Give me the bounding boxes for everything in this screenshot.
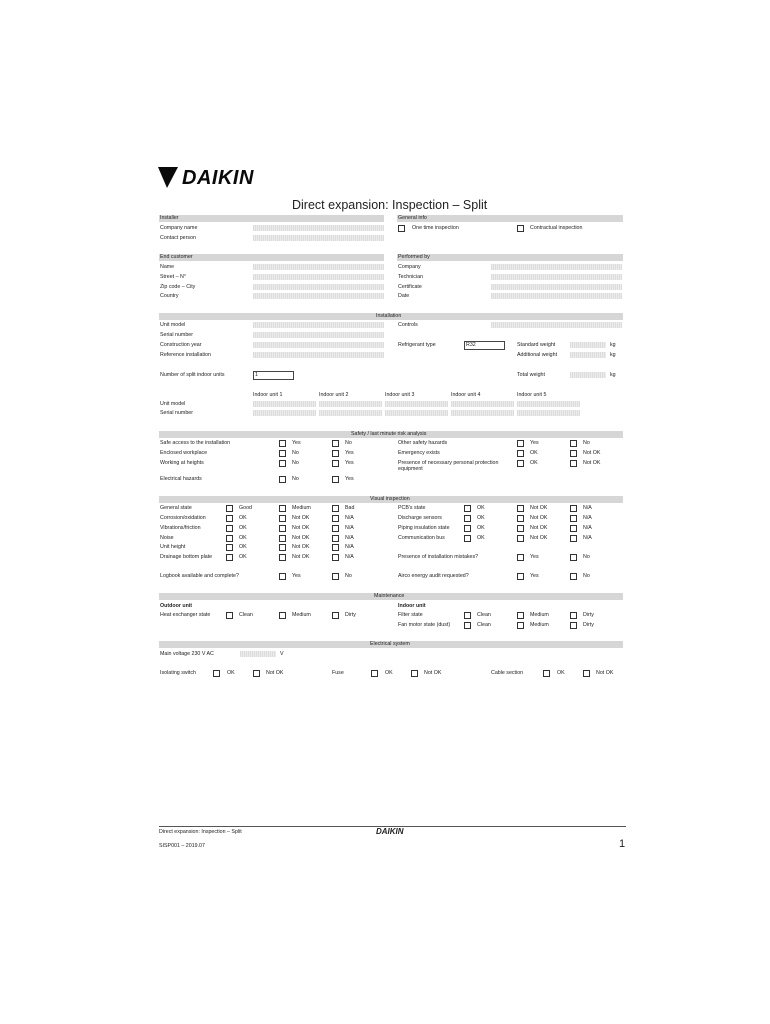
mistakes-b-checkbox[interactable] bbox=[570, 554, 577, 561]
safety-left-2-a-label: No bbox=[292, 460, 299, 466]
daikin-logo-text: DAIKIN bbox=[182, 167, 254, 189]
safety-right-0-b-checkbox[interactable] bbox=[570, 440, 577, 447]
safety-right-2-label2: equipment bbox=[398, 466, 423, 472]
maint-indoor-0-a-label: Clean bbox=[477, 612, 491, 618]
visual-left-3-b-label: Not OK bbox=[292, 535, 310, 541]
isolating-notok-label: Not OK bbox=[266, 670, 284, 676]
unit-model-field[interactable] bbox=[253, 322, 384, 328]
safety-left-0-b-checkbox[interactable] bbox=[332, 440, 339, 447]
country-label: Country bbox=[160, 293, 179, 299]
maint-indoor-0-label: Filter state bbox=[398, 612, 423, 618]
iu5-model-field[interactable] bbox=[517, 401, 580, 407]
visual-left-3-c-checkbox[interactable] bbox=[332, 535, 339, 542]
visual-right-2-c-label: N/A bbox=[583, 525, 592, 531]
additional-weight-label: Additional weight bbox=[517, 352, 558, 358]
reference-label: Reference installation bbox=[160, 352, 211, 358]
isolating-ok-checkbox[interactable] bbox=[213, 670, 220, 677]
name-label: Name bbox=[160, 264, 175, 270]
main-voltage-field[interactable] bbox=[240, 651, 276, 657]
technician-label: Technician bbox=[398, 274, 424, 280]
visual-left-4-label: Unit height bbox=[160, 544, 186, 550]
indoor-unit-4-label: Indoor unit 4 bbox=[451, 392, 481, 398]
maintenance-header-label: Maintenance bbox=[374, 593, 405, 599]
maint-indoor-0-c-checkbox[interactable] bbox=[570, 612, 577, 619]
installer-header-label: Installer bbox=[160, 215, 179, 221]
maint-indoor-1-c-checkbox[interactable] bbox=[570, 622, 577, 629]
one-time-label: One time inspection bbox=[412, 225, 459, 231]
visual-header-label: Visual inspection bbox=[370, 496, 410, 502]
maint-outdoor-0-a-label: Clean bbox=[239, 612, 253, 618]
visual-left-0-c-checkbox[interactable] bbox=[332, 505, 339, 512]
visual-left-4-a-label: OK bbox=[239, 544, 247, 550]
iu3-model-field[interactable] bbox=[385, 401, 448, 407]
safety-header bbox=[159, 431, 623, 438]
pb-company-label: Company bbox=[398, 264, 421, 270]
standard-weight-field[interactable] bbox=[570, 342, 606, 348]
logbook-a-checkbox[interactable] bbox=[279, 573, 286, 580]
visual-left-2-a-label: OK bbox=[239, 525, 247, 531]
visual-left-2-c-checkbox[interactable] bbox=[332, 525, 339, 532]
visual-right-3-a-checkbox[interactable] bbox=[464, 535, 471, 542]
visual-right-0-label: PCB's state bbox=[398, 505, 426, 511]
isolating-ok-label: OK bbox=[227, 670, 235, 676]
cable-ok-checkbox[interactable] bbox=[543, 670, 550, 677]
mistakes-a-checkbox[interactable] bbox=[517, 554, 524, 561]
fuse-label: Fuse bbox=[332, 670, 344, 676]
visual-right-2-a-label: OK bbox=[477, 525, 485, 531]
main-voltage-label: Main voltage 230 V AC bbox=[160, 651, 214, 657]
unit-model-label: Unit model bbox=[160, 322, 186, 328]
visual-right-3-c-label: N/A bbox=[583, 535, 592, 541]
maint-indoor-0-b-label: Medium bbox=[530, 612, 549, 618]
cable-ok-label: OK bbox=[557, 670, 565, 676]
isolating-notok-checkbox[interactable] bbox=[253, 670, 260, 677]
safety-right-1-a-label: OK bbox=[530, 450, 538, 456]
visual-right-3-c-checkbox[interactable] bbox=[570, 535, 577, 542]
visual-left-5-b-checkbox[interactable] bbox=[279, 554, 286, 561]
iu1-serial-field[interactable] bbox=[253, 410, 316, 416]
date-label: Date bbox=[398, 293, 410, 299]
visual-header bbox=[159, 496, 623, 503]
visual-left-0-label: General state bbox=[160, 505, 192, 511]
visual-right-3-label: Communication bus bbox=[398, 535, 445, 541]
visual-left-2-c-label: N/A bbox=[345, 525, 354, 531]
visual-right-0-b-checkbox[interactable] bbox=[517, 505, 524, 512]
visual-left-0-b-label: Medium bbox=[292, 505, 311, 511]
footer-doc-code: SISP001 – 2019.07 bbox=[159, 843, 205, 849]
total-weight-unit: kg bbox=[610, 372, 616, 378]
pb-company-field[interactable] bbox=[491, 264, 622, 270]
iu-serial-label: Serial number bbox=[160, 410, 193, 416]
visual-left-0-b-checkbox[interactable] bbox=[279, 505, 286, 512]
visual-right-2-c-checkbox[interactable] bbox=[570, 525, 577, 532]
logbook-a-label: Yes bbox=[292, 573, 301, 579]
maint-outdoor-0-b-label: Medium bbox=[292, 612, 311, 618]
visual-left-3-label: Noise bbox=[160, 535, 174, 541]
visual-left-5-c-label: N/A bbox=[345, 554, 354, 560]
voltage-unit: V bbox=[280, 651, 284, 657]
installation-header bbox=[159, 313, 623, 320]
zip-label: Zip code – City bbox=[160, 284, 196, 290]
maint-indoor-0-a-checkbox[interactable] bbox=[464, 612, 471, 619]
document-title: Direct expansion: Inspection – Split bbox=[292, 198, 488, 212]
fuse-ok-label: OK bbox=[385, 670, 393, 676]
contact-person-label: Contact person bbox=[160, 235, 196, 241]
end-customer-header-label: End customer bbox=[160, 254, 193, 260]
iu1-model-field[interactable] bbox=[253, 401, 316, 407]
outdoor-unit-heading: Outdoor unit bbox=[160, 603, 193, 609]
visual-left-0-c-label: Bad bbox=[345, 505, 355, 511]
visual-left-1-label: Corrosion/oxidation bbox=[160, 515, 206, 521]
general-info-header-label: General info bbox=[398, 215, 427, 221]
refrigerant-type-label: Refrigerant type bbox=[398, 342, 436, 348]
visual-left-3-a-checkbox[interactable] bbox=[226, 535, 233, 542]
safety-right-0-a-label: Yes bbox=[530, 440, 539, 446]
electrical-header bbox=[159, 641, 623, 648]
zip-field[interactable] bbox=[253, 284, 384, 290]
visual-right-1-label: Discharge sensors bbox=[398, 515, 442, 521]
maint-indoor-1-label: Fan motor state (dust) bbox=[398, 622, 451, 628]
visual-left-4-a-checkbox[interactable] bbox=[226, 544, 233, 551]
end-customer-header bbox=[159, 254, 384, 261]
visual-left-5-b-label: Not OK bbox=[292, 554, 310, 560]
visual-right-3-a-label: OK bbox=[477, 535, 485, 541]
page-number: 1 bbox=[619, 838, 626, 850]
name-field[interactable] bbox=[253, 264, 384, 270]
visual-right-2-b-label: Not OK bbox=[530, 525, 548, 531]
visual-left-5-a-label: OK bbox=[239, 554, 247, 560]
certificate-field[interactable] bbox=[491, 284, 622, 290]
safety-left-3-a-checkbox[interactable] bbox=[279, 476, 286, 483]
safety-left-2-label: Working at heights bbox=[160, 460, 204, 466]
maint-outdoor-0-b-checkbox[interactable] bbox=[279, 612, 286, 619]
safety-left-0-a-checkbox[interactable] bbox=[279, 440, 286, 447]
visual-left-4-b-checkbox[interactable] bbox=[279, 544, 286, 551]
visual-right-1-a-checkbox[interactable] bbox=[464, 515, 471, 522]
iu4-model-field[interactable] bbox=[451, 401, 514, 407]
performed-by-header bbox=[397, 254, 623, 261]
technician-field[interactable] bbox=[491, 274, 622, 280]
safety-header-label: Safety / last minute risk analysis bbox=[351, 431, 427, 437]
audit-b-checkbox[interactable] bbox=[570, 573, 577, 580]
visual-left-0-a-label: Good bbox=[239, 505, 252, 511]
maint-indoor-1-b-checkbox[interactable] bbox=[517, 622, 524, 629]
serial-field[interactable] bbox=[253, 332, 384, 338]
visual-left-2-b-label: Not OK bbox=[292, 525, 310, 531]
fuse-notok-checkbox[interactable] bbox=[411, 670, 418, 677]
certificate-label: Certificate bbox=[398, 284, 422, 290]
audit-b-label: No bbox=[583, 573, 590, 579]
contact-person-field[interactable] bbox=[253, 235, 384, 241]
visual-left-4-c-checkbox[interactable] bbox=[332, 544, 339, 551]
visual-left-1-c-checkbox[interactable] bbox=[332, 515, 339, 522]
serial-label: Serial number bbox=[160, 332, 193, 338]
indoor-unit-2-label: Indoor unit 2 bbox=[319, 392, 349, 398]
safety-left-1-a-label: No bbox=[292, 450, 299, 456]
visual-left-1-c-label: N/A bbox=[345, 515, 354, 521]
total-weight-field[interactable] bbox=[570, 372, 606, 378]
logbook-b-label: No bbox=[345, 573, 352, 579]
company-name-label: Company name bbox=[160, 225, 198, 231]
safety-right-2-b-checkbox[interactable] bbox=[570, 460, 577, 467]
safety-right-1-b-label: Not OK bbox=[583, 450, 601, 456]
cable-section-label: Cable section bbox=[491, 670, 524, 676]
maint-indoor-1-a-label: Clean bbox=[477, 622, 491, 628]
logbook-b-checkbox[interactable] bbox=[332, 573, 339, 580]
footer-brand: DAIKIN bbox=[376, 827, 404, 836]
safety-right-1-b-checkbox[interactable] bbox=[570, 450, 577, 457]
isolating-switch-label: Isolating switch bbox=[160, 670, 196, 676]
one-time-checkbox[interactable] bbox=[398, 225, 405, 232]
cable-notok-checkbox[interactable] bbox=[583, 670, 590, 677]
country-field[interactable] bbox=[253, 293, 384, 299]
controls-field[interactable] bbox=[491, 322, 622, 328]
maintenance-header bbox=[159, 593, 623, 600]
general-info-header bbox=[397, 215, 623, 222]
iu2-serial-field[interactable] bbox=[319, 410, 382, 416]
additional-weight-unit: kg bbox=[610, 352, 616, 358]
safety-left-0-a-label: Yes bbox=[292, 440, 301, 446]
maint-outdoor-0-label: Heat exchanger state bbox=[160, 612, 211, 618]
reference-field[interactable] bbox=[253, 352, 384, 358]
maint-indoor-0-b-checkbox[interactable] bbox=[517, 612, 524, 619]
fuse-notok-label: Not OK bbox=[424, 670, 442, 676]
visual-right-2-b-checkbox[interactable] bbox=[517, 525, 524, 532]
daikin-logo bbox=[158, 166, 284, 190]
visual-right-3-b-label: Not OK bbox=[530, 535, 548, 541]
visual-right-0-a-checkbox[interactable] bbox=[464, 505, 471, 512]
company-name-field[interactable] bbox=[253, 225, 384, 231]
safety-right-2-a-label: OK bbox=[530, 460, 538, 466]
safety-right-0-label: Other safety hazards bbox=[398, 440, 448, 446]
audit-a-label: Yes bbox=[530, 573, 539, 579]
indoor-unit-1-label: Indoor unit 1 bbox=[253, 392, 283, 398]
street-label: Street – N° bbox=[160, 274, 186, 280]
iu3-serial-field[interactable] bbox=[385, 410, 448, 416]
safety-right-0-b-label: No bbox=[583, 440, 590, 446]
num-units-field[interactable]: 1 bbox=[253, 371, 294, 380]
safety-right-2-a-checkbox[interactable] bbox=[517, 460, 524, 467]
visual-left-2-a-checkbox[interactable] bbox=[226, 525, 233, 532]
visual-right-1-a-label: OK bbox=[477, 515, 485, 521]
safety-left-3-label: Electrical hazards bbox=[160, 476, 202, 482]
safety-left-1-b-label: Yes bbox=[345, 450, 354, 456]
visual-left-3-b-checkbox[interactable] bbox=[279, 535, 286, 542]
footer-doc-title: Direct expansion: Inspection – Split bbox=[159, 829, 242, 835]
mistakes-b-label: No bbox=[583, 554, 590, 560]
controls-label: Controls bbox=[398, 322, 418, 328]
visual-left-4-c-label: N/A bbox=[345, 544, 354, 550]
visual-left-3-c-label: N/A bbox=[345, 535, 354, 541]
refrigerant-type-field[interactable]: R32 bbox=[464, 341, 505, 350]
visual-right-3-b-checkbox[interactable] bbox=[517, 535, 524, 542]
visual-left-1-a-checkbox[interactable] bbox=[226, 515, 233, 522]
num-units-label: Number of split indoor units bbox=[160, 372, 225, 378]
iu4-serial-field[interactable] bbox=[451, 410, 514, 416]
safety-left-0-label: Safe access to the installation bbox=[160, 440, 231, 446]
total-weight-label: Total weight bbox=[517, 372, 545, 378]
safety-right-1-a-checkbox[interactable] bbox=[517, 450, 524, 457]
construction-year-label: Construction year bbox=[160, 342, 202, 348]
indoor-unit-heading: Indoor unit bbox=[398, 603, 426, 609]
safety-left-3-b-label: Yes bbox=[345, 476, 354, 482]
mistakes-a-label: Yes bbox=[530, 554, 539, 560]
visual-right-1-b-checkbox[interactable] bbox=[517, 515, 524, 522]
safety-left-3-a-label: No bbox=[292, 476, 299, 482]
installer-header bbox=[159, 215, 384, 222]
maint-outdoor-0-a-checkbox[interactable] bbox=[226, 612, 233, 619]
visual-right-0-c-checkbox[interactable] bbox=[570, 505, 577, 512]
date-field[interactable] bbox=[491, 293, 622, 299]
contractual-label: Contractual inspection bbox=[530, 225, 583, 231]
standard-weight-label: Standard weight bbox=[517, 342, 556, 348]
iu2-model-field[interactable] bbox=[319, 401, 382, 407]
additional-weight-field[interactable] bbox=[570, 352, 606, 358]
safety-left-2-b-label: Yes bbox=[345, 460, 354, 466]
maint-indoor-1-a-checkbox[interactable] bbox=[464, 622, 471, 629]
maint-outdoor-0-c-label: Dirty bbox=[345, 612, 356, 618]
safety-left-1-label: Enclosed workplace bbox=[160, 450, 208, 456]
visual-right-1-c-label: N/A bbox=[583, 515, 592, 521]
visual-right-1-c-checkbox[interactable] bbox=[570, 515, 577, 522]
performed-by-header-label: Performed by bbox=[398, 254, 430, 260]
maint-indoor-0-c-label: Dirty bbox=[583, 612, 594, 618]
maint-indoor-1-c-label: Dirty bbox=[583, 622, 594, 628]
street-field[interactable] bbox=[253, 274, 384, 280]
visual-left-0-a-checkbox[interactable] bbox=[226, 505, 233, 512]
construction-year-field[interactable] bbox=[253, 342, 384, 348]
safety-right-2-b-label: Not OK bbox=[583, 460, 601, 466]
visual-left-1-a-label: OK bbox=[239, 515, 247, 521]
electrical-header-label: Electrical system bbox=[370, 641, 410, 647]
visual-left-2-label: Vibrations/friction bbox=[160, 525, 201, 531]
safety-left-2-a-checkbox[interactable] bbox=[279, 460, 286, 467]
visual-left-5-a-checkbox[interactable] bbox=[226, 554, 233, 561]
safety-left-0-b-label: No bbox=[345, 440, 352, 446]
safety-right-1-label: Emergency exists bbox=[398, 450, 440, 456]
safety-left-2-b-checkbox[interactable] bbox=[332, 460, 339, 467]
safety-left-3-b-checkbox[interactable] bbox=[332, 476, 339, 483]
indoor-unit-5-label: Indoor unit 5 bbox=[517, 392, 547, 398]
maint-indoor-1-b-label: Medium bbox=[530, 622, 549, 628]
safety-right-0-a-checkbox[interactable] bbox=[517, 440, 524, 447]
visual-left-1-b-checkbox[interactable] bbox=[279, 515, 286, 522]
visual-right-0-c-label: N/A bbox=[583, 505, 592, 511]
installation-header-label: Installation bbox=[376, 313, 402, 319]
visual-right-0-a-label: OK bbox=[477, 505, 485, 511]
contractual-checkbox[interactable] bbox=[517, 225, 524, 232]
fuse-ok-checkbox[interactable] bbox=[371, 670, 378, 677]
safety-left-1-a-checkbox[interactable] bbox=[279, 450, 286, 457]
mistakes-label: Presence of installation mistakes? bbox=[398, 554, 479, 560]
visual-left-5-label: Drainage bottom plate bbox=[160, 554, 213, 560]
safety-left-1-b-checkbox[interactable] bbox=[332, 450, 339, 457]
visual-left-5-c-checkbox[interactable] bbox=[332, 554, 339, 561]
visual-right-0-b-label: Not OK bbox=[530, 505, 548, 511]
maint-outdoor-0-c-checkbox[interactable] bbox=[332, 612, 339, 619]
standard-weight-unit: kg bbox=[610, 342, 616, 348]
visual-left-3-a-label: OK bbox=[239, 535, 247, 541]
logbook-label: Logbook available and complete? bbox=[160, 573, 239, 579]
safety-right-2-label: Presence of necessary personal protection bbox=[398, 460, 499, 466]
cable-notok-label: Not OK bbox=[596, 670, 614, 676]
iu-unit-model-label: Unit model bbox=[160, 401, 186, 407]
visual-right-1-b-label: Not OK bbox=[530, 515, 548, 521]
visual-left-1-b-label: Not OK bbox=[292, 515, 310, 521]
indoor-unit-3-label: Indoor unit 3 bbox=[385, 392, 415, 398]
visual-right-2-label: Piping insulation state bbox=[398, 525, 450, 531]
audit-a-checkbox[interactable] bbox=[517, 573, 524, 580]
visual-right-2-a-checkbox[interactable] bbox=[464, 525, 471, 532]
visual-left-2-b-checkbox[interactable] bbox=[279, 525, 286, 532]
iu5-serial-field[interactable] bbox=[517, 410, 580, 416]
visual-left-4-b-label: Not OK bbox=[292, 544, 310, 550]
audit-label: Airco energy audit requested? bbox=[398, 573, 469, 579]
